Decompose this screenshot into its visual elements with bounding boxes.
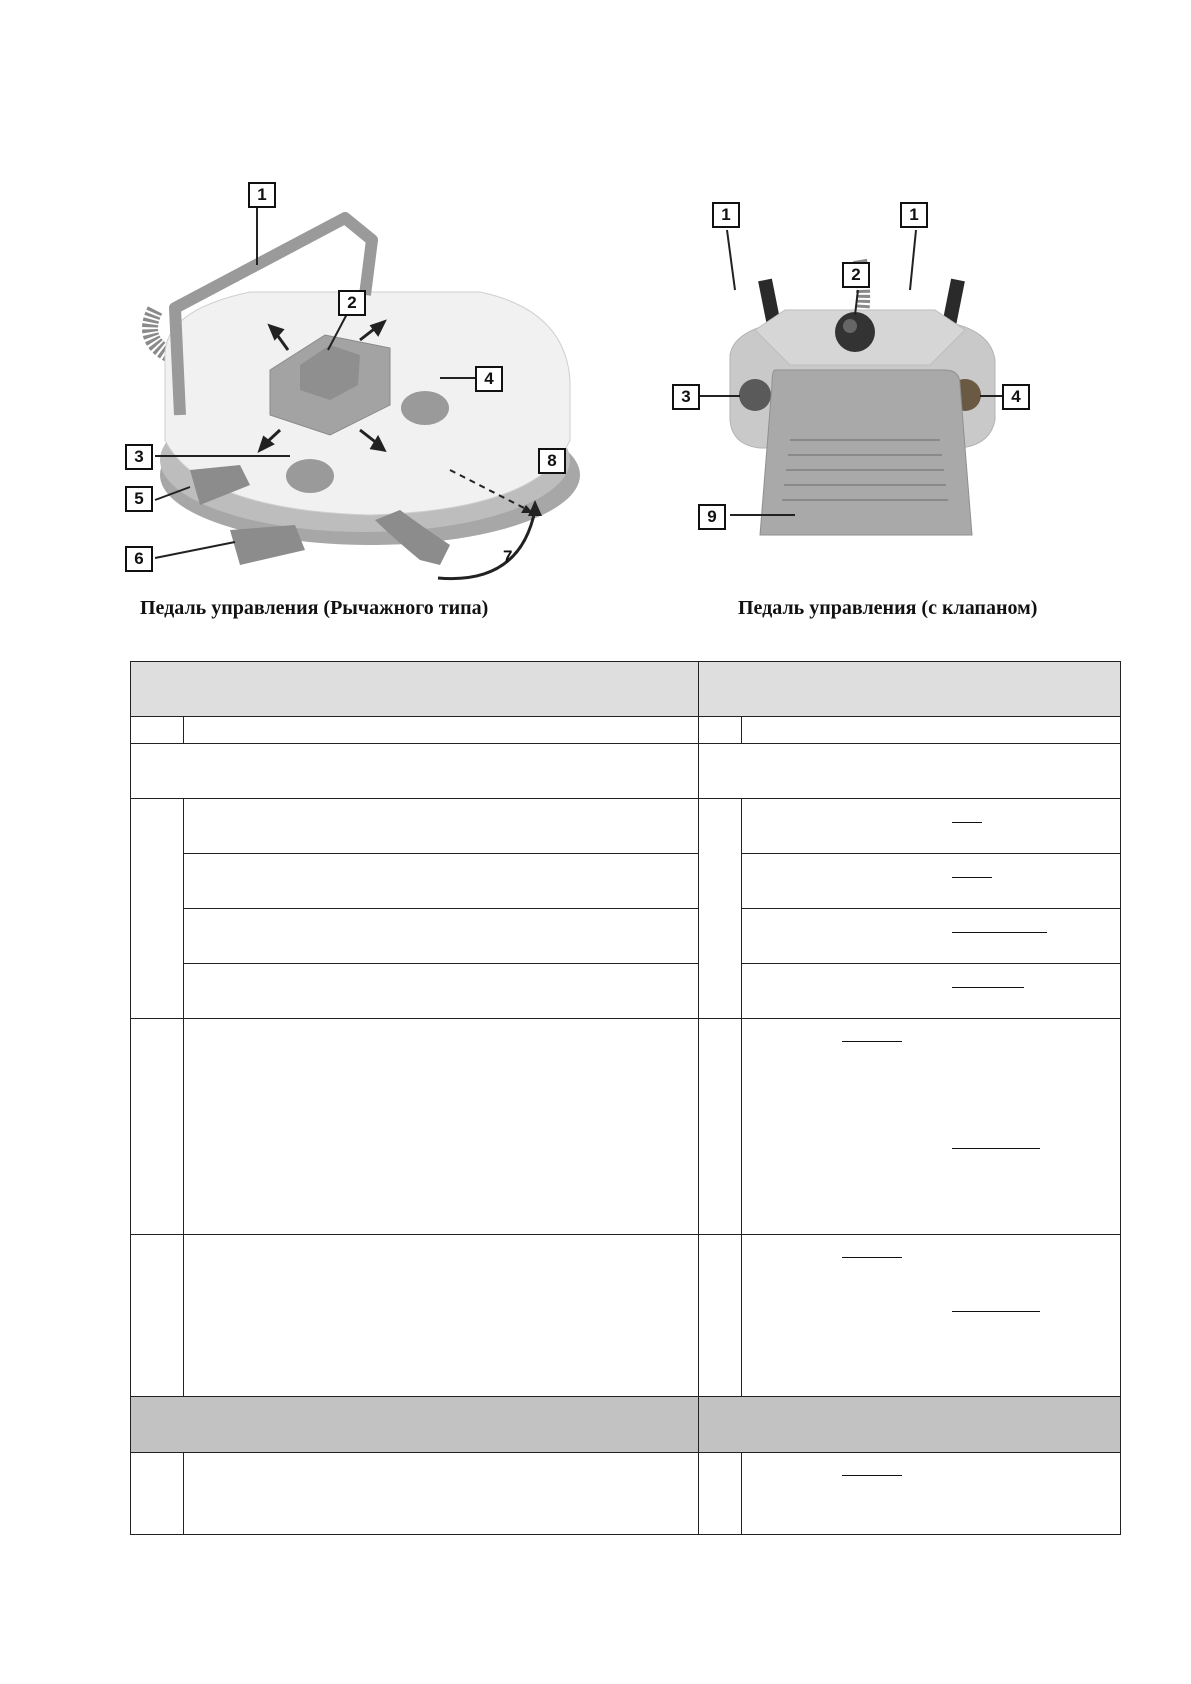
table-cell: [184, 717, 699, 744]
callout-9: 9: [698, 504, 726, 530]
valve-pedal-illustration: [690, 200, 1030, 540]
table-cell: [699, 1235, 742, 1397]
table-cell: [699, 717, 742, 744]
callout-1a: 1: [712, 202, 740, 228]
figure-lever-pedal: [120, 180, 590, 590]
table-cell: [184, 799, 699, 854]
table-cell: [742, 1019, 1121, 1235]
callout-3: 3: [672, 384, 700, 410]
table-cell: [131, 1235, 184, 1397]
table-cell: [184, 909, 699, 964]
table-cell: [184, 1019, 699, 1235]
callout-7: 7: [503, 547, 513, 566]
table-cell: [184, 1235, 699, 1397]
table-cell: [131, 1019, 184, 1235]
table-row: [131, 1235, 1121, 1397]
table-cell: [131, 1453, 184, 1535]
table-row: [131, 964, 1121, 1019]
figure-valve-pedal: [681, 200, 1030, 540]
table-cell: [742, 717, 1121, 744]
table-cell: [699, 1019, 742, 1235]
table-row: [131, 854, 1121, 909]
table-header-row: [131, 662, 1121, 717]
callout-6: 6: [125, 546, 153, 572]
table-row: [131, 1019, 1121, 1235]
callout-1b: 1: [900, 202, 928, 228]
callout-2: 2: [842, 262, 870, 288]
callout-4: 4: [1002, 384, 1030, 410]
table-row: [131, 909, 1121, 964]
caption-valve-pedal: Педаль управления (с клапаном): [738, 597, 1038, 619]
table-cell: [131, 717, 184, 744]
spec-table: [130, 661, 1121, 1535]
table-cell: [699, 1453, 742, 1535]
section-right-cell: [699, 1397, 1121, 1453]
header-right-cell: [699, 662, 1121, 717]
callout-8: 8: [538, 448, 566, 474]
callout-2: 2: [338, 290, 366, 316]
callout-3: 3: [125, 444, 153, 470]
table-cell: [742, 964, 1121, 1019]
table-cell: [742, 909, 1121, 964]
section-left-cell: [131, 1397, 699, 1453]
callout-1: 1: [248, 182, 276, 208]
callout-4: 4: [475, 366, 503, 392]
table-cell: [184, 964, 699, 1019]
caption-lever-pedal: Педаль управления (Рычажного типа): [140, 597, 489, 619]
table-row: [131, 799, 1121, 854]
table-row: [131, 1453, 1121, 1535]
table-cell: [699, 744, 1121, 799]
table-cell: [699, 799, 742, 1019]
table-cell: [742, 1235, 1121, 1397]
table-cell: [184, 854, 699, 909]
table-cell: [742, 799, 1121, 854]
header-left-cell: [131, 662, 699, 717]
section-row: [131, 1397, 1121, 1453]
callout-5: 5: [125, 486, 153, 512]
table-cell: [742, 854, 1121, 909]
table-row: [131, 717, 1121, 744]
table-cell: [131, 744, 699, 799]
table-cell: [131, 799, 184, 1019]
lever-pedal-illustration: [120, 180, 590, 590]
table-cell: [184, 1453, 699, 1535]
table-cell: [742, 1453, 1121, 1535]
table-row: [131, 744, 1121, 799]
